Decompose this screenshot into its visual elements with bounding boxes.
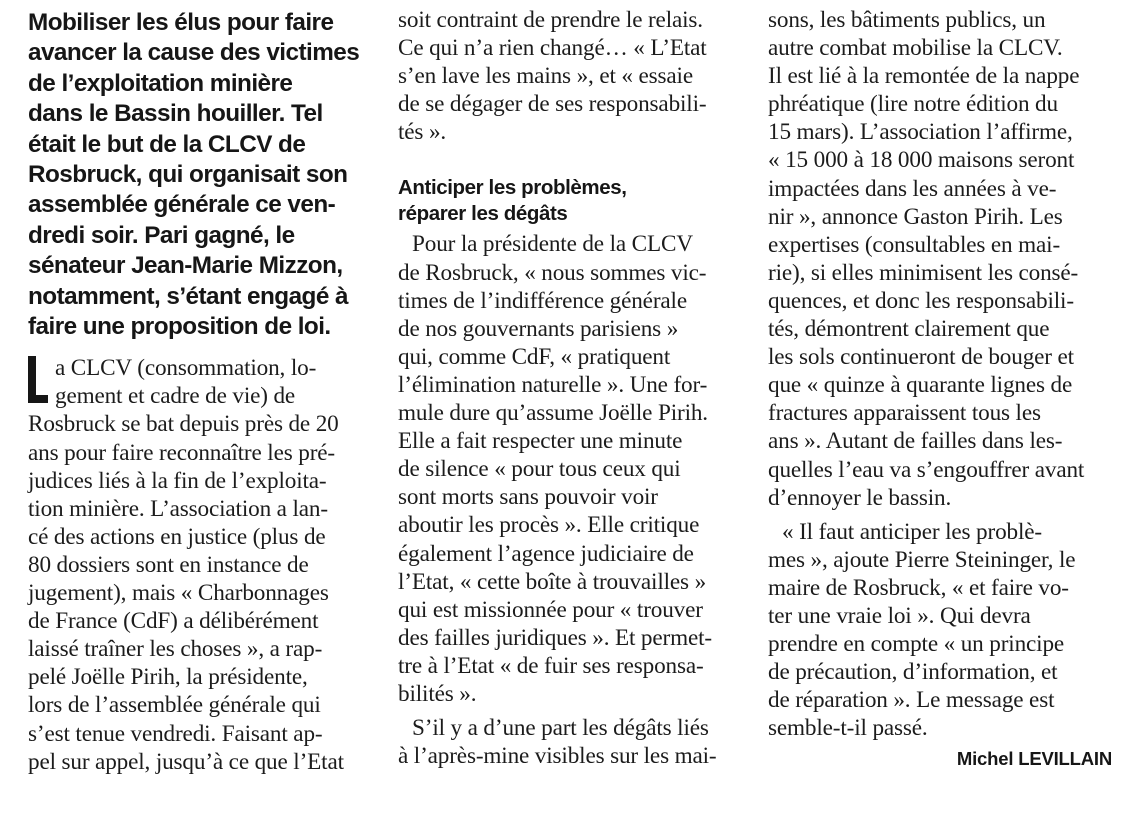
subheading-line: Anticiper les problèmes, [398,176,627,200]
body-line: Rosbruck se bat depuis près de 20 [28,411,339,438]
body-line: nir », annonce Gaston Pirih. Les [768,203,1063,230]
body-line: mes », ajoute Pierre Steininger, le [768,546,1076,573]
body-line: ans ». Autant de failles dans les- [768,428,1063,455]
body-line: Elle a fait respecter une minute [398,428,683,455]
dropcap-paragraph [28,354,368,410]
body-line: ans pour faire reconnaître les pré- [28,439,335,466]
body-line: tés, démontrent clairement que [768,316,1050,343]
column-1 [28,0,368,776]
body-line: qui est missionnée pour « trouver [398,596,703,623]
body-line: lors de l’assemblée générale qui [28,692,321,719]
body-line: s’en lave les mains », et « essaie [398,63,693,90]
body-line: soit contraint de prendre le relais. [398,7,703,33]
body-line: gement et cadre de vie) de [55,383,296,410]
body-line: rie), si elles minimisent les consé- [768,259,1079,286]
column-3 [768,6,1112,772]
dropcap-letter-l [28,356,48,403]
body-line: de se dégager de ses responsabili- [398,91,707,118]
lead-line: sénateur Jean-Marie Mizzon, [28,252,343,280]
body-line: de France (CdF) a délibérément [28,608,319,635]
body-line: 15 mars). L’association l’affirme, [768,119,1073,146]
body-line: jugement), mais « Charbonnages [28,580,329,607]
body-line: de précaution, d’information, et [768,659,1058,686]
body-line: prendre en compte « un principe [768,631,1065,658]
body-line: a CLCV (consommation, lo- [55,355,317,382]
body-line: sont morts sans pouvoir voir [398,484,658,511]
lead-line: faire une proposition de loi. [28,312,331,340]
paragraph [398,230,742,708]
body-line: d’ennoyer le bassin. [768,484,952,511]
author-signature: Michel LEVILLAIN [956,748,1112,770]
lead-line: dredi soir. Pari gagné, le [28,221,295,249]
body-line: aboutir les procès ». Elle critique [398,512,700,539]
body-line: Ce qui n’a rien changé… « L’Etat [398,35,707,62]
body-line: « 15 000 à 18 000 maisons seront [768,147,1075,174]
body-line: autre combat mobilise la CLCV. [768,35,1063,62]
body-line: quences, et donc les responsabili- [768,287,1074,314]
lead-line: avancer la cause des victimes [28,39,360,67]
body-line: Pour la présidente de la CLCV [412,231,693,258]
body-line: de réparation ». Le message est [768,687,1055,714]
lead-paragraph [28,8,368,342]
body-line: fractures apparaissent tous les [768,400,1041,427]
body-line: des failles juridiques ». Et permet- [398,624,712,651]
body-line: semble-t-il passé. [768,715,928,742]
body-line: quelles l’eau va s’engouffrer avant [768,456,1085,483]
body-line: pelé Joëlle Pirih, la présidente, [28,664,308,691]
lead-line: Rosbruck, qui organisait son [28,160,348,188]
body-line: impactées dans les années à ve- [768,175,1057,202]
body-line: également l’agence judiciaire de [398,540,694,567]
body-line: maire de Rosbruck, « et faire vo- [768,574,1069,601]
body-line: les sols continueront de bouger et [768,344,1074,371]
lead-line: notamment, s’étant engagé à [28,282,348,310]
subheading [398,175,742,227]
body-line: tre à l’Etat « de fuir ses responsa- [398,652,704,679]
column-2 [398,6,742,770]
body-line: expertises (consultables en mai- [768,231,1061,258]
lead-line: dans le Bassin houiller. Tel [28,100,323,128]
body-line: Il est lié à la remontée de la nappe [768,63,1080,90]
body-line: phréatique (lire notre édition du [768,91,1058,118]
body-line: qui, comme CdF, « pratiquent [398,343,671,370]
body-line: mule dure qu’assume Joëlle Pirih. [398,400,708,427]
lead-line: de l’exploitation minière [28,69,293,97]
body-line: bilités ». [398,680,477,707]
body-line: 80 dossiers sont en instance de [28,551,309,578]
body-line: sons, les bâtiments publics, un [768,7,1046,33]
body-line: « Il faut anticiper les problè- [782,518,1042,545]
body-line: laissé traîner les choses », a rap- [28,636,323,663]
paragraph [398,714,742,770]
body-line: tés ». [398,119,447,146]
body-line: de nos gouvernants parisiens » [398,315,679,342]
body-line: l’élimination naturelle ». Une for- [398,371,708,398]
lead-line: était le but de la CLCV de [28,130,306,158]
paragraph [768,518,1112,743]
body-line: l’Etat, « cette boîte à trouvailles » [398,568,707,595]
body-line: times de l’indifférence générale [398,287,687,314]
lead-line: assemblée générale ce ven- [28,191,336,219]
subheading-line: réparer les dégâts [398,202,568,226]
body-line: judices liés à la fin de l’exploita- [28,467,327,494]
body-line: de silence « pour tous ceux qui [398,456,681,483]
body-line: s’est tenue vendredi. Faisant ap- [28,720,323,747]
body-line: ter une vraie loi ». Qui devra [768,602,1031,629]
body-line: pel sur appel, jusqu’à ce que l’Etat [28,748,344,775]
body-line: S’il y a d’une part les dégâts liés [412,715,709,742]
body-line: que « quinze à quarante lignes de [768,372,1073,399]
body-line: de Rosbruck, « nous sommes vic- [398,259,707,286]
body-line: tion minière. L’association a lan- [28,495,328,522]
body-line: à l’après-mine visibles sur les mai- [398,743,717,770]
body-line: cé des actions en justice (plus de [28,523,326,550]
lead-line: Mobiliser les élus pour faire [28,9,334,36]
